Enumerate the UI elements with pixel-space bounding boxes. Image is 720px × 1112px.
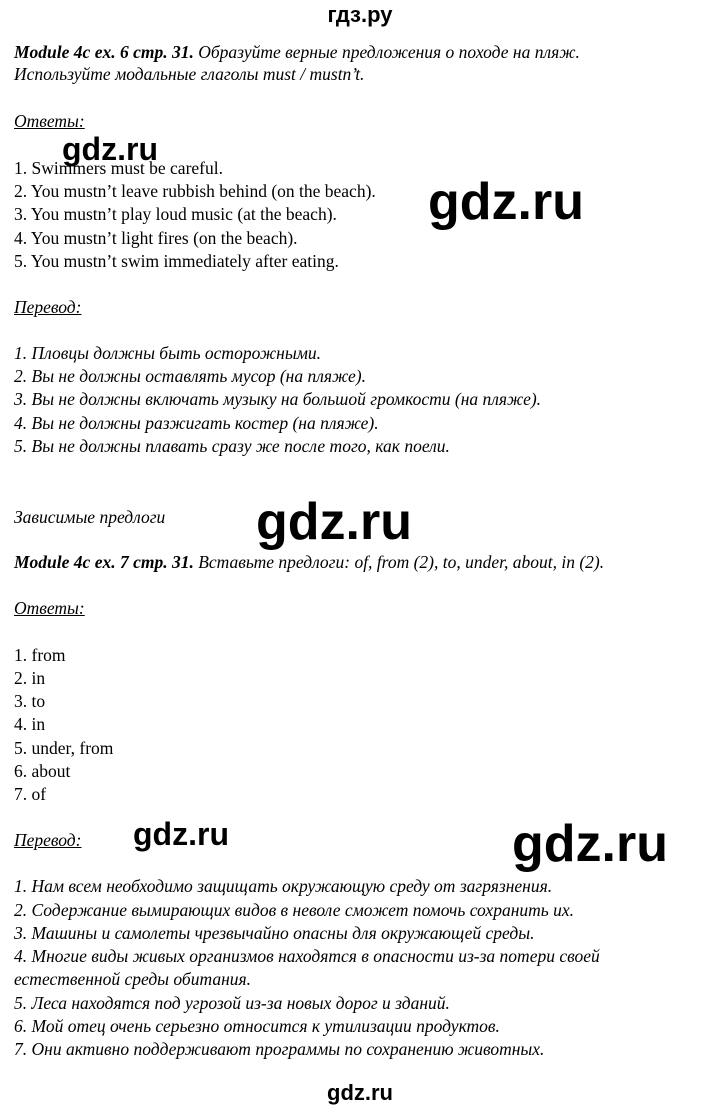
watermark-large-1: gdz.ru: [428, 173, 584, 231]
ex7-answer-5: 5. under, from: [14, 738, 114, 758]
ex6-title: Module 4c ex. 6 стр. 31.: [14, 42, 194, 62]
ex6-translation-1: 1. Пловцы должны быть осторожными.: [14, 343, 321, 363]
ex6-translation-3: 3. Вы не должны включать музыку на большой громкости (на пляже).: [14, 389, 542, 409]
ex7-title: Module 4c ex. 7 стр. 31.: [14, 552, 194, 572]
ex6-instruction-text: Образуйте верные предложения о походе на пляж.: [193, 42, 580, 62]
ex7-instruction: [14, 552, 604, 573]
section-label: Зависимые предлоги: [14, 507, 166, 527]
site-footer-logo: gdz.ru: [327, 1080, 393, 1105]
ex6-instruction-line1: [14, 42, 580, 63]
ex7-translation-2: 2. Содержание вымирающих видов в неволе сможет помочь сохранить их.: [14, 900, 574, 920]
ex6-instruction-line2: Используйте модальные глаголы must / mustn’t.: [14, 64, 365, 84]
ex6-translation-5: 5. Вы не должны плавать сразу же после того, как поели.: [14, 436, 450, 456]
ex7-answers-heading: Ответы:: [14, 598, 85, 618]
ex7-translation-heading: Перевод:: [14, 830, 82, 850]
ex7-instruction-text: Вставьте предлоги: of, from (2), to, under, about, in (2).: [193, 552, 605, 572]
ex6-answers-heading: Ответы:: [14, 111, 85, 131]
ex7-translation-4-cont: естественной среды обитания.: [14, 969, 252, 989]
ex6-answer-1: 1. Swimmers must be careful.: [14, 158, 223, 178]
ex7-translation-1: 1. Нам всем необходимо защищать окружающую среду от загрязнения.: [14, 876, 553, 896]
ex6-translation-2: 2. Вы не должны оставлять мусор (на пляже).: [14, 366, 366, 386]
ex7-answer-7: 7. of: [14, 784, 47, 804]
site-header-logo: гдз.ру: [327, 2, 393, 27]
ex7-translation-4: 4. Многие виды живых организмов находятся в опасности из-за потери своей: [14, 946, 600, 966]
ex7-answer-2: 2. in: [14, 668, 46, 688]
watermark-large-2: gdz.ru: [256, 493, 412, 551]
ex7-answer-1: 1. from: [14, 645, 66, 665]
ex6-answer-5: 5. You mustn’t swim immediately after eating.: [14, 251, 339, 271]
ex7-translation-6: 6. Мой отец очень серьезно относится к утилизации продуктов.: [14, 1016, 500, 1036]
ex6-translation-4: 4. Вы не должны разжигать костер (на пляже).: [14, 413, 379, 433]
ex7-answer-6: 6. about: [14, 761, 71, 781]
watermark-large-3: gdz.ru: [512, 815, 668, 873]
ex6-answer-3: 3. You mustn’t play loud music (at the beach).: [14, 204, 337, 224]
ex7-answer-3: 3. to: [14, 691, 46, 711]
watermark-small-1: gdz.ru: [62, 131, 158, 167]
ex7-translation-5: 5. Леса находятся под угрозой из-за новых дорог и зданий.: [14, 993, 450, 1013]
ex7-answer-4: 4. in: [14, 714, 46, 734]
ex7-translation-7: 7. Они активно поддерживают программы по сохранению животных.: [14, 1039, 545, 1059]
ex6-answer-4: 4. You mustn’t light fires (on the beach).: [14, 228, 298, 248]
ex6-translation-heading: Перевод:: [14, 297, 82, 317]
ex6-answer-2: 2. You mustn’t leave rubbish behind (on the beach).: [14, 181, 376, 201]
ex7-translation-3: 3. Машины и самолеты чрезвычайно опасны для окружающей среды.: [14, 923, 535, 943]
watermark-small-2: gdz.ru: [133, 816, 229, 852]
